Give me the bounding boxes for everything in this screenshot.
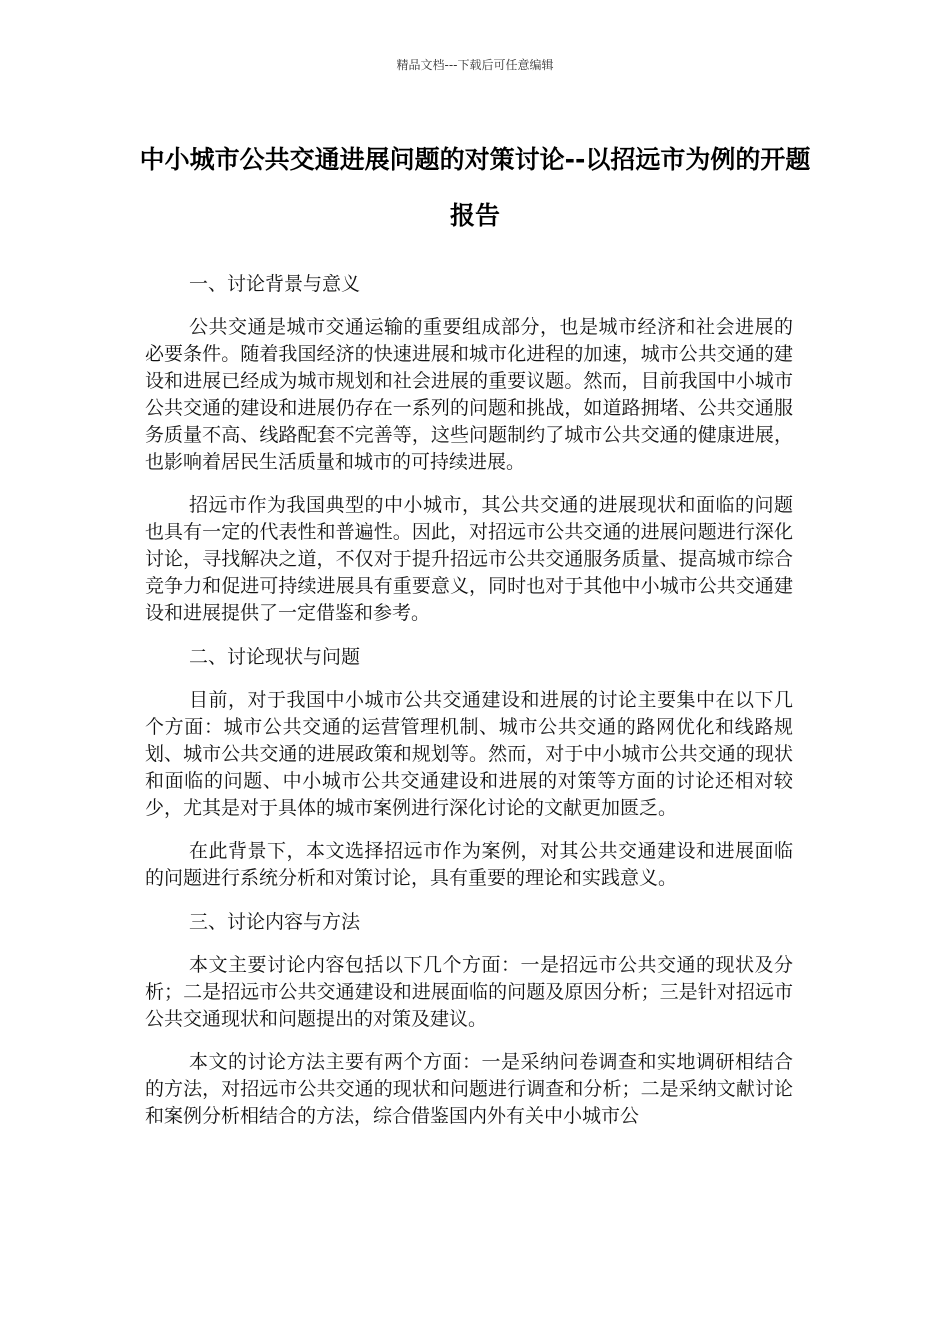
paragraph: 招远市作为我国典型的中小城市，其公共交通的进展现状和面临的问题也具有一定的代表性和普遍性。因此，对招远市公共交通的进展问题进行深化讨论，寻找解决之道，不仅对于提升招远市公共交通服务质量、提高城市综合竞争力和促进可持续进展具有重要意义，同时也对于其他中小城市公共交通建设和进展提供了一定借鉴和参考。: [145, 494, 793, 624]
paragraph: 在此背景下，本文选择招远市作为案例，对其公共交通建设和进展面临的问题进行系统分析和对策讨论，具有重要的理论和实践意义。: [145, 840, 793, 889]
paragraph: 本文的讨论方法主要有两个方面：一是采纳问卷调查和实地调研相结合的方法，对招远市公共交通的现状和问题进行调查和分析；二是采纳文献讨论和案例分析相结合的方法，综合借鉴国内外有关中小城市公: [145, 1051, 793, 1127]
section-heading-content-method: 三、讨论内容与方法: [189, 911, 361, 933]
header-note: 精品文档---下载后可任意编辑: [396, 58, 554, 72]
paragraph: 目前，对于我国中小城市公共交通建设和进展的讨论主要集中在以下几个方面：城市公共交通的运营管理机制、城市公共交通的路网优化和线路规划、城市公共交通的进展政策和规划等。然而，对于中小城市公共交通的现状和面临的问题、中小城市公共交通建设和进展的对策等方面的讨论还相对较少，尤其是对于具体的城市案例进行深化讨论的文献更加匮乏。: [145, 689, 793, 819]
section-heading-status: 二、讨论现状与问题: [189, 646, 361, 668]
document-title: 中小城市公共交通进展问题的对策讨论--以招远市为例的开题报告: [139, 145, 811, 230]
paragraph: 公共交通是城市交通运输的重要组成部分，也是城市经济和社会进展的必要条件。随着我国经济的快速进展和城市化进程的加速，城市公共交通的建设和进展已经成为城市规划和社会进展的重要议题。然而，目前我国中小城市公共交通的建设和进展仍存在一系列的问题和挑战，如道路拥堵、公共交通服务质量不高、线路配套不完善等，这些问题制约了城市公共交通的健康进展，也影响着居民生活质量和城市的可持续进展。: [145, 316, 793, 473]
section-heading-background: 一、讨论背景与意义: [189, 273, 361, 295]
document-body: [145, 270, 793, 1146]
paragraph: 本文主要讨论内容包括以下几个方面：一是招远市公共交通的现状及分析；二是招远市公共交通建设和进展面临的问题及原因分析；三是针对招远市公共交通现状和问题提出的对策及建议。: [145, 954, 793, 1030]
